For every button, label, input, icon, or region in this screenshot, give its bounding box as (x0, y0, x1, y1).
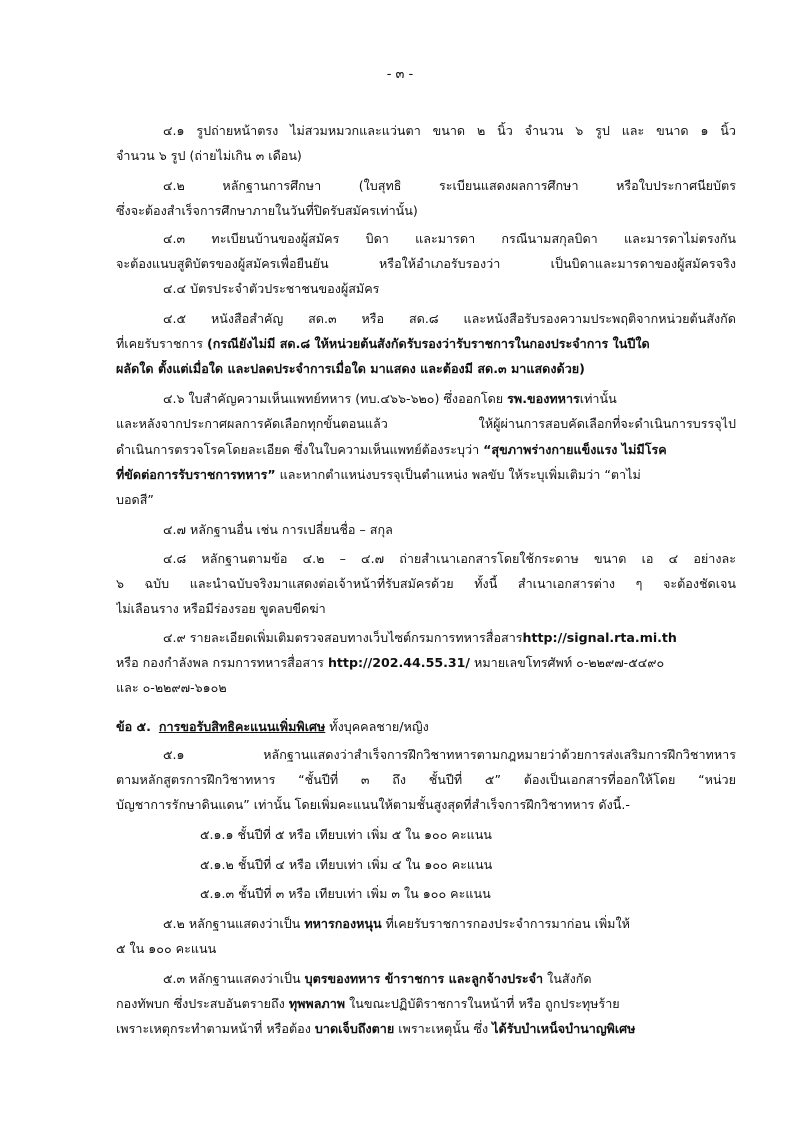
item-4-5-text: ที่เคยรับราชการ (116, 336, 208, 351)
item-5-3-pension: ได้รับบำเหน็จบำนาญพิเศษ (492, 1021, 636, 1036)
item-5-3-disabled: ทุพพลภาพ (288, 996, 346, 1011)
item-5-2-line-1 (163, 915, 736, 933)
item-5-2-text-end: ที่เคยรับราชการกองประจำการมาก่อน เพิ่มให้ (381, 916, 630, 931)
personnel-website-link[interactable]: http://202.44.55.31/ (327, 655, 471, 670)
item-5-3-line-3 (116, 1020, 736, 1038)
item-5-3-text-end: ในสังกัด (543, 971, 592, 986)
item-5-1-line-3: บัญชาการรักษาดินแดน” เท่านั้น โดยเพิ่มคะแนนให้ตามชั้นสูงสุดที่สำเร็จการฝึกวิชาทหาร ดังนี้.- (116, 797, 630, 812)
item-4-3-line-2: จะต้องแนบสูติบัตรของผู้สมัครเพื่อยืนยัน หรือให้อำเภอรับรองว่า เป็นบิดาและมารดาของผู้สมัครจริง (116, 256, 736, 271)
item-4-2-line-2: ซึ่งจะต้องสำเร็จการศึกษาภายในวันที่ปิดรับสมัครเท่านั้น) (116, 203, 418, 218)
item-4-6-hospital: รพ.ของทหาร (507, 391, 580, 406)
item-4-9-text: ๔.๙ รายละเอียดเพิ่มเติมตรวจสอบทางเว็บไซต์กรมการทหารสื่อสาร (163, 630, 523, 645)
item-5-2-text: ๕.๒ หลักฐานแสดงว่าเป็น (163, 916, 305, 931)
item-4-5-bold-note: (กรณียังไม่มี สด.๘ ให้หน่วยต้นสังกัดรับรองว่ารับราชการในกองประจำการ ในปีใด (207, 336, 650, 351)
item-5-1-line-2: ตามหลักสูตรการฝึกวิชาทหาร “ชั้นปีที่ ๓ ถึง ชั้นปีที่ ๕” ต้องเป็นเอกสารที่ออกให้โดย “หน่วย (116, 772, 736, 787)
item-5-1-1: ๕.๑.๑ ชั้นปีที่ ๕ หรือ เทียบเท่า เพิ่ม ๕ ใน ๑๐๐ คะแนน (200, 827, 492, 842)
item-4-9-line-2-text: หรือ กองกำลังพล กรมการทหารสื่อสาร (116, 655, 328, 670)
item-4-6-text-end: เท่านั้น (579, 391, 617, 406)
item-5-3-children: บุตรของทหาร ข้าราชการ และลูกจ้างประจำ (304, 971, 544, 986)
item-4-7: ๔.๗ หลักฐานอื่น เช่น การเปลี่ยนชื่อ – สกุล (163, 522, 393, 537)
item-5-3-line-1 (163, 970, 736, 988)
signal-website-link[interactable]: http://signal.rta.mi.th (522, 630, 677, 645)
section-5-title: การขอรับสิทธิคะแนนเพิ่มพิเศษ (158, 719, 326, 734)
item-5-3-line-3-text: เพราะเหตุกระทำตามหน้าที่ หรือต้อง (116, 1021, 315, 1036)
item-5-1-2: ๕.๑.๒ ชั้นปีที่ ๔ หรือ เทียบเท่า เพิ่ม ๔ ใน ๑๐๐ คะแนน (200, 857, 493, 872)
item-4-8-line-1: ๔.๘ หลักฐานตามข้อ ๔.๒ – ๔.๗ ถ่ายสำเนาเอกสารโดยใช้กระดาษ ขนาด เอ ๔ อย่างละ (163, 551, 736, 566)
item-4-8-line-3: ไม่เลือนราง หรือมีร่องรอย ขูดลบขีดฆ่า (116, 601, 326, 616)
item-5-3-line-2 (116, 995, 736, 1013)
item-4-2-line-1: ๔.๒ หลักฐานการศึกษา (ใบสุทธิ ระเบียนแสดงผลการศึกษา หรือใบประกาศนียบัตร (163, 178, 736, 193)
item-4-9-line-3: และ ๐-๒๒๙๗-๖๑๐๒ (116, 680, 227, 695)
item-4-9-phone: หมายเลขโทรศัพท์ ๐-๒๒๙๗-๕๔๙๐ (470, 655, 665, 670)
item-4-5-line-1: ๔.๕ หนังสือสำคัญ สด.๓ หรือ สด.๘ และหนังสือรับรองความประพฤติจากหน่วยต้นสังกัด (163, 311, 736, 326)
item-5-1-3: ๕.๑.๓ ชั้นปีที่ ๓ หรือ เทียบเท่า เพิ่ม ๓ ใน ๑๐๐ คะแนน (200, 886, 491, 901)
section-5-heading (116, 718, 736, 736)
item-5-3-text: ๕.๓ หลักฐานแสดงว่าเป็น (163, 971, 305, 986)
item-5-3-line-2-text: กองทัพบก ซึ่งประสบอันตรายถึง (116, 996, 289, 1011)
section-5-number: ข้อ ๕. (116, 719, 151, 734)
item-4-3-line-1: ๔.๓ ทะเบียนบ้านของผู้สมัคร บิดา และมารดา กรณีนามสกุลบิดา และมารดาไม่ตรงกัน (163, 231, 736, 246)
item-4-6-line-3 (116, 441, 736, 459)
item-4-1-line-1: ๔.๑ รูปถ่ายหน้าตรง ไม่สวมหมวกและแว่นตา ขนาด ๒ นิ้ว จำนวน ๖ รูป และ ขนาด ๑ นิ้ว (163, 123, 736, 138)
item-4-1-line-2: จำนวน ๖ รูป (ถ่ายไม่เกิน ๓ เดือน) (116, 148, 302, 163)
item-4-6-line-5: บอดสี” (116, 492, 154, 507)
item-4-6-health-quote-end: ที่ขัดต่อการรับราชการทหาร” (116, 467, 276, 482)
item-4-9-line-2 (116, 654, 736, 672)
item-4-6-line-3-text: ดำเนินการตรวจโรคโดยละเอียด ซึ่งในใบความเห็นแพทย์ต้องระบุว่า (116, 442, 484, 457)
item-5-3-line-2-end: ในขณะปฏิบัติราชการในหน้าที่ หรือ ถูกประทุษร้าย (345, 996, 620, 1011)
item-4-6-line-1 (163, 390, 736, 408)
item-5-2-reserve: ทหารกองหนุน (304, 916, 382, 931)
item-4-5-line-2 (116, 335, 736, 353)
item-4-6-line-4-text: และหากตำแหน่งบรรจุเป็นตำแหน่ง พลขับ ให้ระบุเพิ่มเติมว่า “ตาไม่ (275, 467, 641, 482)
item-5-2-line-2: ๕ ใน ๑๐๐ คะแนน (116, 941, 217, 956)
item-4-8-line-2: ๖ ฉบับ และนำฉบับจริงมาแสดงต่อเจ้าหน้าที่รับสมัครด้วย ทั้งนี้ สำเนาเอกสารต่าง ๆ จะต้องชัดเจน (116, 576, 736, 591)
page-number: - ๓ - (386, 67, 414, 82)
item-5-1-line-1: ๕.๑ หลักฐานแสดงว่าสำเร็จการฝึกวิชาทหารตามกฎหมายว่าด้วยการส่งเสริมการฝึกวิชาทหาร (163, 747, 736, 762)
item-4-9-line-1 (163, 629, 736, 647)
item-5-3-line-3-mid: เพราะเหตุนั้น ซึ่ง (394, 1021, 493, 1036)
section-5-subtitle: ทั้งบุคคลชาย/หญิง (325, 719, 429, 734)
item-5-3-killed: บาดเจ็บถึงตาย (314, 1021, 395, 1036)
item-4-4: ๔.๔ บัตรประจำตัวประชาชนของผู้สมัคร (163, 281, 380, 296)
item-4-5-line-3: ผลัดใด ตั้งแต่เมื่อใด และปลดประจำการเมื่อใด มาแสดง และต้องมี สด.๓ มาแสดงด้วย) (116, 361, 585, 376)
item-4-6-text: ๔.๖ ใบสำคัญความเห็นแพทย์ทหาร (ทบ.๔๖๖-๖๒๐) ซึ่งออกโดย (163, 391, 508, 406)
item-4-6-health-quote: “สุขภาพร่างกายแข็งแรง ไม่มีโรค (483, 442, 667, 457)
item-4-6-line-2: และหลังจากประกาศผลการคัดเลือกทุกขั้นตอนแล้ว ให้ผู้ผ่านการสอบคัดเลือกที่จะดำเนินการบรรจุไป (116, 416, 736, 431)
item-4-6-line-4 (116, 466, 736, 484)
